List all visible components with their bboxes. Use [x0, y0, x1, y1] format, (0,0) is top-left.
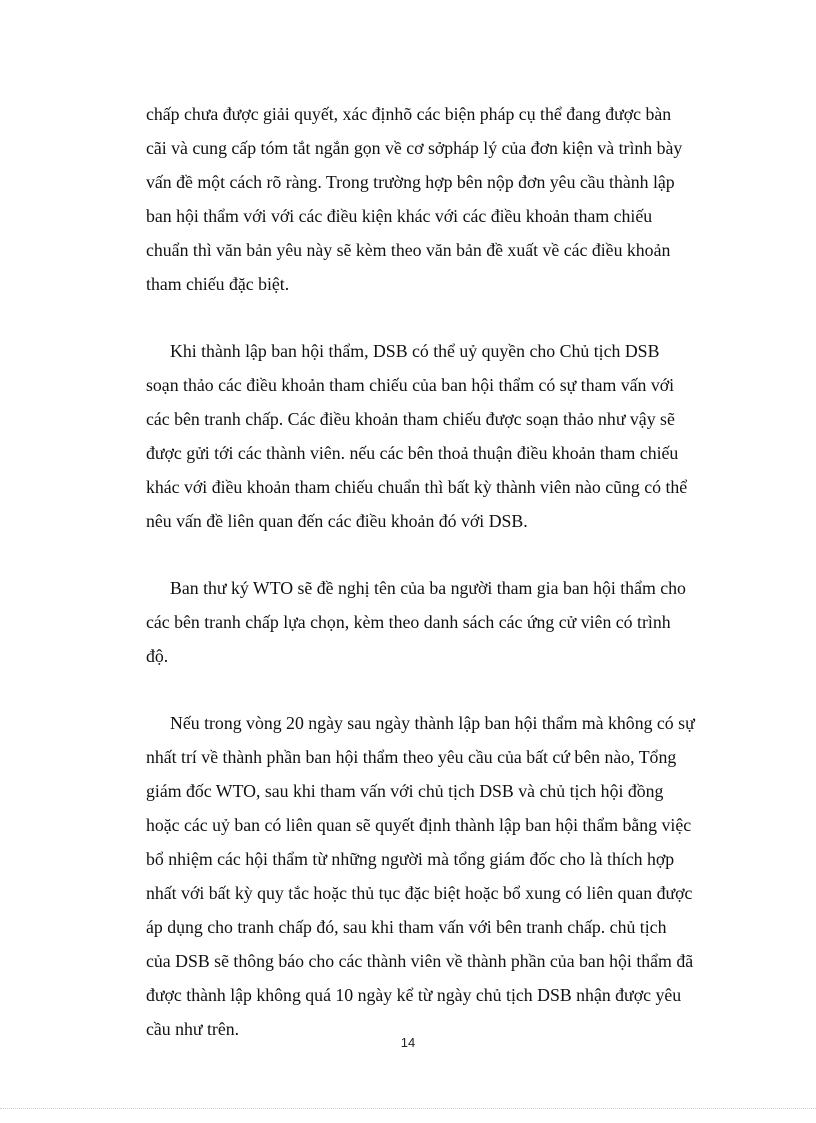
- paragraph-4: Nếu trong vòng 20 ngày sau ngày thành lập ban hội thẩm mà không có sự nhất trí về thành phần ban hội thẩm theo yêu cầu của bất cứ bên nào, Tổng giám đốc WTO, sau khi tham vấn với chủ tịch DSB và chủ tịch hội đồng hoặc các uỷ ban có liên quan sẽ quyết định thành lập ban hội thẩm bằng việc bổ nhiệm các hội thẩm từ những người mà tổng giám đốc cho là thích hợp nhất với bất kỳ quy tắc hoặc thủ tục đặc biệt hoặc bổ xung có liên quan được áp dụng cho tranh chấp đó, sau khi tham vấn với bên tranh chấp. chủ tịch của DSB sẽ thông báo cho các thành viên về thành phần của ban hội thẩm đã được thành lập không quá 10 ngày kể từ ngày chủ tịch DSB nhận được yêu cầu như trên.: [146, 713, 695, 1039]
- paragraph-gap: [146, 538, 722, 571]
- page-bottom-divider: [0, 1108, 816, 1109]
- paragraph-2: Khi thành lập ban hội thẩm, DSB có thể uỷ quyền cho Chủ tịch DSB soạn thảo các điều khoản tham chiếu của ban hội thẩm có sự tham vấn với các bên tranh chấp. Các điều khoản tham chiếu được soạn thảo như vậy sẽ được gửi tới các thành viên. nếu các bên thoả thuận điều khoản tham chiếu khác với điều khoản tham chiếu chuẩn thì bất kỳ thành viên nào cũng có thể nêu vấn đề liên quan đến các điều khoản đó với DSB.: [146, 341, 688, 531]
- paragraph-1: chấp chưa được giải quyết, xác địnhõ các biện pháp cụ thể đang được bàn cãi và cung cấp tóm tắt ngắn gọn về cơ sởpháp lý của đơn kiện và trình bày vấn đề một cách rõ ràng. Trong trường hợp bên nộp đơn yêu cầu thành lập ban hội thẩm với với các điều kiện khác với các điều khoản tham chiếu chuẩn thì văn bản yêu này sẽ kèm theo văn bản đề xuất về các điều khoản tham chiếu đặc biệt.: [146, 104, 683, 294]
- page-number: 14: [400, 1035, 416, 1050]
- paragraph-gap: [146, 673, 722, 706]
- paragraph-gap: [146, 301, 722, 334]
- paragraph-3: Ban thư ký WTO sẽ đề nghị tên của ba người tham gia ban hội thẩm cho các bên tranh chấp lựa chọn, kèm theo danh sách các ứng cử viên có trình độ.: [146, 578, 686, 666]
- body-text: [146, 97, 722, 1046]
